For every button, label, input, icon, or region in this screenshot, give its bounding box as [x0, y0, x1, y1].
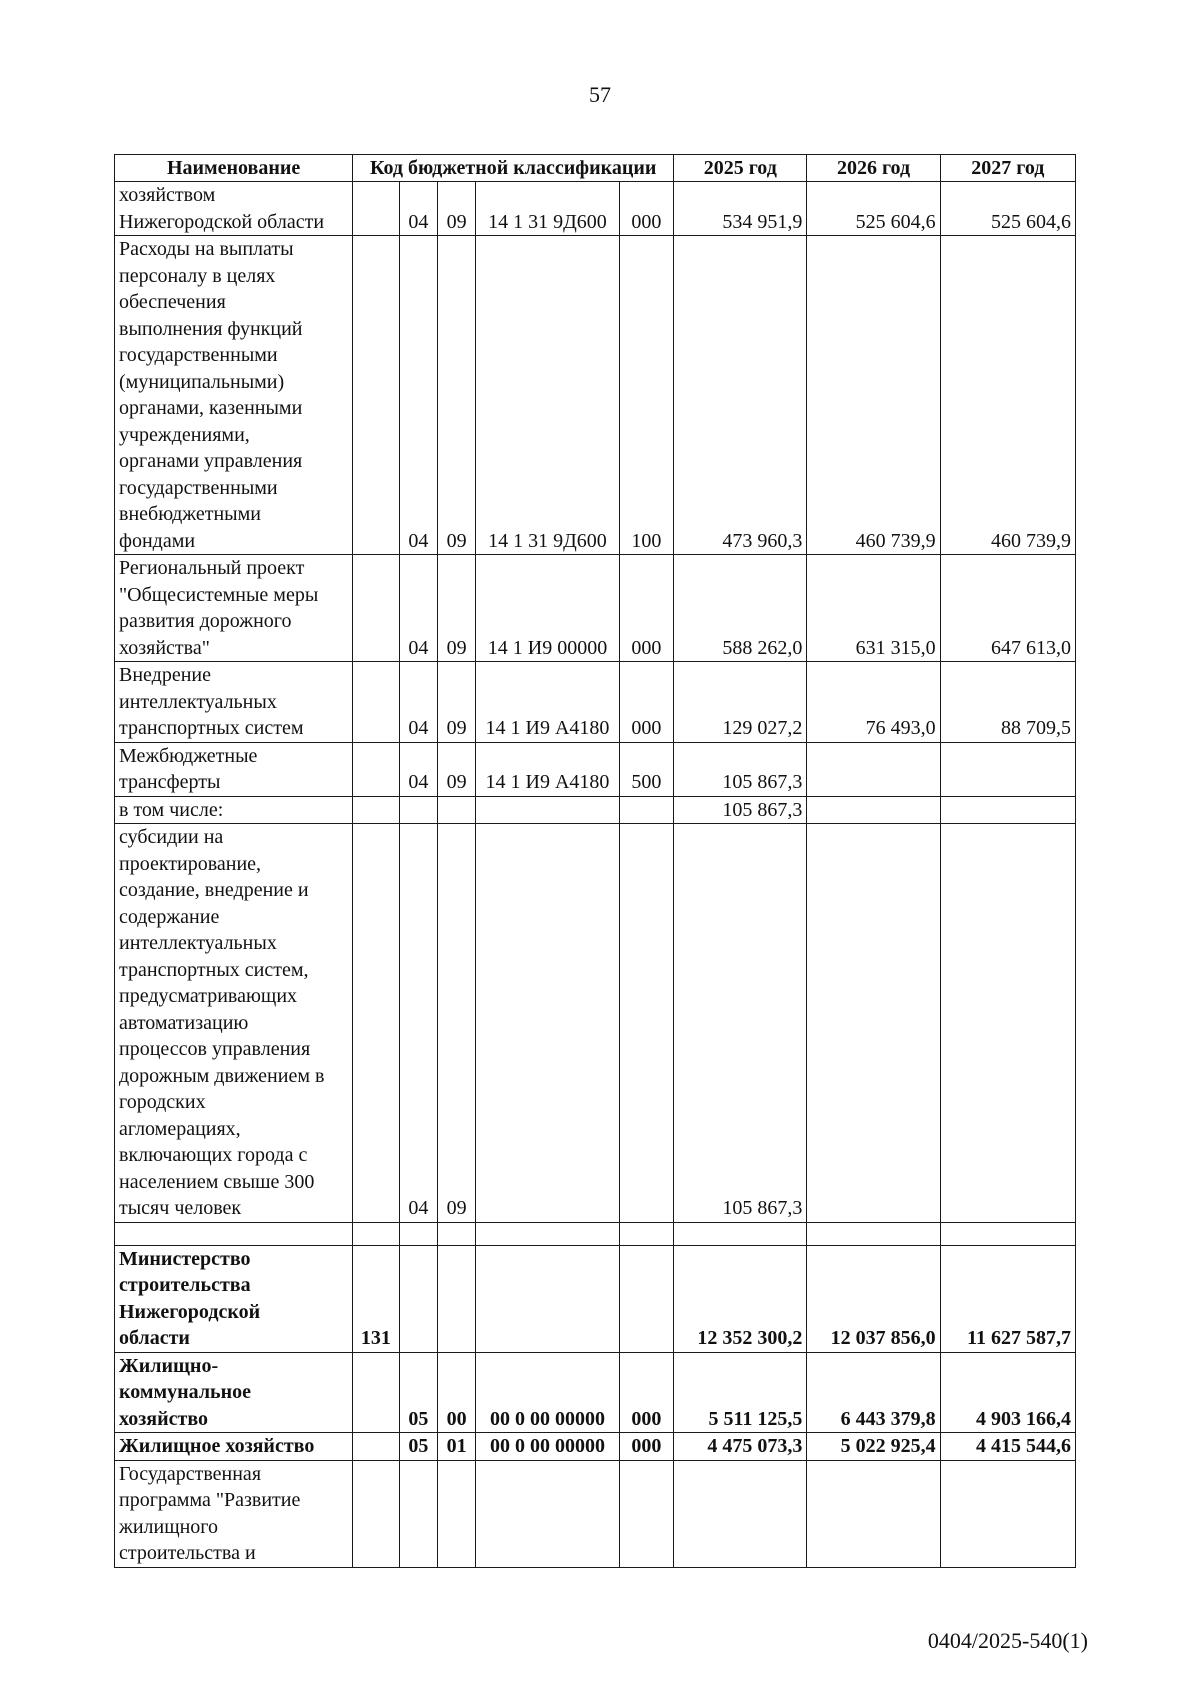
- row-name: хозяйством Нижегородской области: [115, 182, 353, 236]
- row-dept: [353, 824, 399, 1223]
- document-id: 0404/2025-540(1): [927, 1628, 1088, 1653]
- row-subsection: 09: [437, 555, 475, 662]
- row-subsection: 09: [437, 742, 475, 796]
- row-amount-2025: 4 475 073,3: [674, 1433, 807, 1461]
- row-amount-2027: 4 903 166,4: [940, 1352, 1075, 1433]
- row-amount-2025: 105 867,3: [674, 742, 807, 796]
- row-target-article: 00 0 00 00000: [476, 1433, 619, 1461]
- table-row: [115, 1245, 1076, 1352]
- row-section: 04: [399, 662, 437, 743]
- row-dept: [353, 742, 399, 796]
- table-row: [115, 1222, 1076, 1245]
- row-subsection: 09: [437, 662, 475, 743]
- row-amount-2025: 129 027,2: [674, 662, 807, 743]
- row-expense-type: 000: [619, 1433, 674, 1461]
- table-row: [115, 182, 1076, 236]
- row-name: Региональный проект "Общесистемные меры развития дорожного хозяйства": [115, 555, 353, 662]
- row-amount-2026: 12 037 856,0: [807, 1245, 940, 1352]
- row-amount-2026: [807, 742, 940, 796]
- row-target-article: 14 1 31 9Д600: [476, 182, 619, 236]
- row-amount-2027: [940, 824, 1075, 1223]
- row-dept: 131: [353, 1245, 399, 1352]
- header-2027: 2027 год: [940, 155, 1075, 182]
- row-target-article: [476, 824, 619, 1223]
- row-amount-2025: 105 867,3: [674, 824, 807, 1223]
- table-header-row: [115, 155, 1076, 182]
- table-row: [115, 1352, 1076, 1433]
- table-row: [115, 1433, 1076, 1461]
- row-dept: [353, 662, 399, 743]
- row-amount-2027: 11 627 587,7: [940, 1245, 1075, 1352]
- row-section: [399, 1222, 437, 1245]
- row-amount-2025: 12 352 300,2: [674, 1245, 807, 1352]
- table-row: [115, 662, 1076, 743]
- row-amount-2027: 88 709,5: [940, 662, 1075, 743]
- row-amount-2025: 534 951,9: [674, 182, 807, 236]
- row-expense-type: [619, 1222, 674, 1245]
- row-amount-2025: [674, 1460, 807, 1567]
- row-name: Жилищно- коммунальное хозяйство: [115, 1352, 353, 1433]
- row-name: Расходы на выплаты персоналу в целях обеспечения выполнения функций государственными (муниципальными) органами, казенными учреждениями, органами управления государственными внебюджетными фондами: [115, 236, 353, 555]
- row-dept: [353, 555, 399, 662]
- header-code: Код бюджетной классификации: [353, 155, 674, 182]
- page-number: 57: [589, 82, 611, 107]
- row-expense-type: [619, 796, 674, 824]
- row-dept: [353, 236, 399, 555]
- row-expense-type: [619, 824, 674, 1223]
- row-target-article: 14 1 И9 00000: [476, 555, 619, 662]
- table-row: [115, 742, 1076, 796]
- row-section: 04: [399, 182, 437, 236]
- row-target-article: [476, 1245, 619, 1352]
- row-subsection: [437, 1245, 475, 1352]
- row-target-article: 14 1 31 9Д600: [476, 236, 619, 555]
- row-name: Внедрение интеллектуальных транспортных систем: [115, 662, 353, 743]
- row-amount-2027: 4 415 544,6: [940, 1433, 1075, 1461]
- row-amount-2026: 6 443 379,8: [807, 1352, 940, 1433]
- row-amount-2026: [807, 796, 940, 824]
- row-subsection: [437, 1222, 475, 1245]
- row-section: 04: [399, 555, 437, 662]
- row-name: Межбюджетные трансферты: [115, 742, 353, 796]
- row-expense-type: 500: [619, 742, 674, 796]
- header-2025: 2025 год: [674, 155, 807, 182]
- row-subsection: 09: [437, 182, 475, 236]
- row-dept: [353, 1460, 399, 1567]
- row-name: Государственная программа "Развитие жилищного строительства и: [115, 1460, 353, 1567]
- row-section: 04: [399, 824, 437, 1223]
- row-target-article: [476, 1460, 619, 1567]
- row-amount-2027: [940, 742, 1075, 796]
- row-subsection: 09: [437, 236, 475, 555]
- row-amount-2027: 460 739,9: [940, 236, 1075, 555]
- row-amount-2026: 5 022 925,4: [807, 1433, 940, 1461]
- row-name: Министерство строительства Нижегородской области: [115, 1245, 353, 1352]
- table-row: [115, 555, 1076, 662]
- row-subsection: 09: [437, 824, 475, 1223]
- row-amount-2026: [807, 1460, 940, 1567]
- row-expense-type: 000: [619, 555, 674, 662]
- row-subsection: [437, 796, 475, 824]
- row-section: [399, 796, 437, 824]
- row-amount-2025: 588 262,0: [674, 555, 807, 662]
- row-dept: [353, 1352, 399, 1433]
- row-amount-2027: 647 613,0: [940, 555, 1075, 662]
- row-dept: [353, 182, 399, 236]
- row-subsection: 00: [437, 1352, 475, 1433]
- row-subsection: 01: [437, 1433, 475, 1461]
- row-amount-2026: 631 315,0: [807, 555, 940, 662]
- header-name: Наименование: [115, 155, 353, 182]
- row-dept: [353, 1222, 399, 1245]
- row-expense-type: 000: [619, 182, 674, 236]
- table-row: [115, 796, 1076, 824]
- header-2026: 2026 год: [807, 155, 940, 182]
- row-amount-2025: 5 511 125,5: [674, 1352, 807, 1433]
- row-dept: [353, 796, 399, 824]
- row-target-article: [476, 796, 619, 824]
- row-expense-type: 000: [619, 662, 674, 743]
- row-name: Жилищное хозяйство: [115, 1433, 353, 1461]
- row-name: в том числе:: [115, 796, 353, 824]
- row-subsection: [437, 1460, 475, 1567]
- row-amount-2027: [940, 796, 1075, 824]
- row-expense-type: 000: [619, 1352, 674, 1433]
- row-amount-2026: [807, 824, 940, 1223]
- budget-table: [114, 154, 1076, 1568]
- row-section: 05: [399, 1433, 437, 1461]
- row-section: [399, 1460, 437, 1567]
- table-row: [115, 1460, 1076, 1567]
- row-section: [399, 1245, 437, 1352]
- row-amount-2026: 525 604,6: [807, 182, 940, 236]
- row-expense-type: [619, 1460, 674, 1567]
- row-target-article: 14 1 И9 А4180: [476, 662, 619, 743]
- row-amount-2027: [940, 1460, 1075, 1567]
- row-amount-2026: [807, 1222, 940, 1245]
- row-amount-2027: 525 604,6: [940, 182, 1075, 236]
- table-row: [115, 824, 1076, 1223]
- row-expense-type: [619, 1245, 674, 1352]
- row-amount-2026: 460 739,9: [807, 236, 940, 555]
- row-name: субсидии на проектирование, создание, внедрение и содержание интеллектуальных транспортных систем, предусматривающих автоматизацию процессов управления дорожным движением в городских агломерациях, включающих города с населением свыше 300 тысяч человек: [115, 824, 353, 1223]
- row-section: 05: [399, 1352, 437, 1433]
- row-amount-2026: 76 493,0: [807, 662, 940, 743]
- row-target-article: 14 1 И9 А4180: [476, 742, 619, 796]
- row-amount-2027: [940, 1222, 1075, 1245]
- row-section: 04: [399, 236, 437, 555]
- row-target-article: [476, 1222, 619, 1245]
- row-amount-2025: 105 867,3: [674, 796, 807, 824]
- row-amount-2025: [674, 1222, 807, 1245]
- row-name: [115, 1222, 353, 1245]
- row-dept: [353, 1433, 399, 1461]
- row-target-article: 00 0 00 00000: [476, 1352, 619, 1433]
- row-amount-2025: 473 960,3: [674, 236, 807, 555]
- table-row: [115, 236, 1076, 555]
- row-expense-type: 100: [619, 236, 674, 555]
- row-section: 04: [399, 742, 437, 796]
